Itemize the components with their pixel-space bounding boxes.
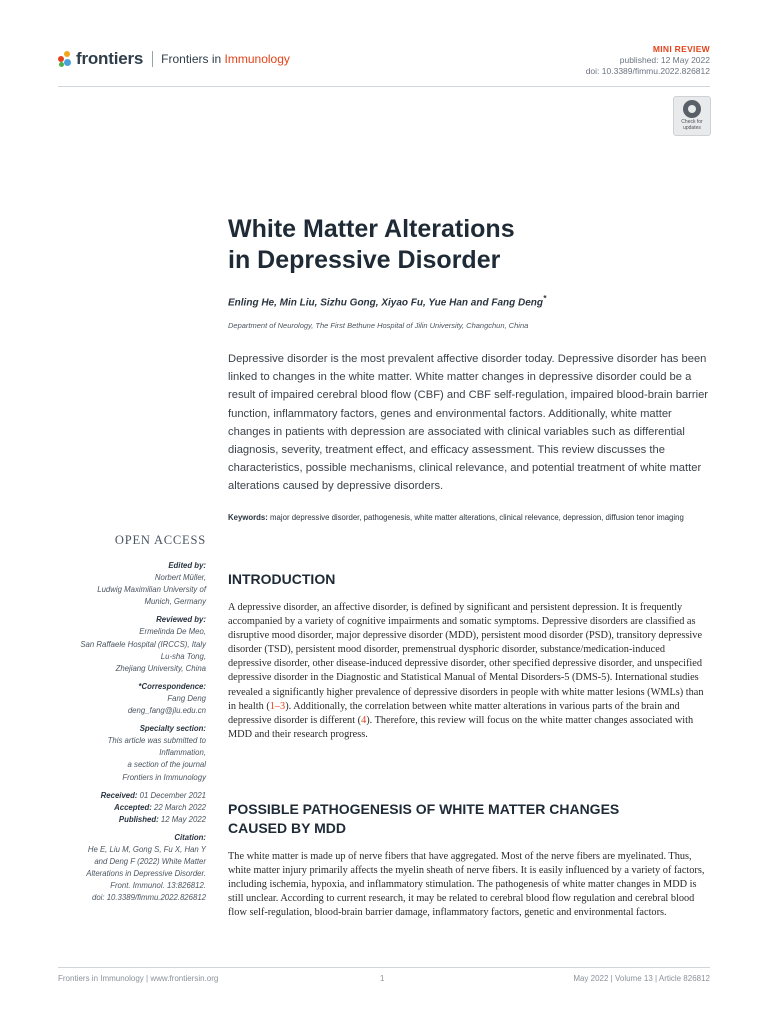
check-for-updates-badge[interactable] [673, 96, 711, 136]
citation-label: Citation: [174, 832, 206, 842]
journal-name [161, 52, 290, 66]
update-icon [683, 100, 701, 118]
footer-issue-info: May 2022 | Volume 13 | Article 826812 [573, 974, 710, 983]
accepted-date [41, 802, 206, 814]
reference-link[interactable]: 1–3 [269, 700, 286, 712]
section-heading-pathogenesis [228, 800, 688, 838]
article-type: MINI REVIEW [652, 44, 710, 54]
affiliation: Department of Neurology, The First Bethune Hospital of Jilin University, Changchun, China [228, 321, 529, 330]
received-date [41, 790, 206, 802]
open-access-label: OPEN ACCESS [114, 533, 206, 547]
editor-line: Munich, Germany [144, 597, 206, 607]
editor-line: Ludwig Maximilian University of [97, 585, 206, 595]
edited-by-label: Edited by: [168, 561, 206, 570]
citation-line: and Deng F (2022) White Matter [94, 857, 206, 867]
page-number: 1 [380, 974, 385, 983]
published-date: published: 12 May 2022 [619, 55, 710, 65]
reviewer-line: Ermelinda De Meo, [139, 627, 206, 637]
intro-text-c: ). Therefore, this review will focus on the white matter changes associated with MDD and their research progress. [228, 714, 694, 740]
reference-link[interactable]: 4 [361, 714, 367, 726]
keywords-label: Keywords: [228, 513, 268, 522]
specialty-line: Frontiers in Immunology [122, 772, 206, 782]
article-title [228, 214, 648, 276]
keywords [228, 511, 710, 525]
authors[interactable]: Enling He, Min Liu, Sizhu Gong, Xiyao Fu, Yue Han and Fang Deng [228, 297, 544, 309]
specialty-section-label: Specialty section: [139, 724, 206, 734]
reviewer-line: Zhejiang University, China [115, 663, 206, 673]
published-value: 12 May 2022 [160, 814, 206, 824]
journal-prefix: Frontiers in [161, 52, 225, 66]
logo-divider [152, 51, 153, 67]
specialty-line: This article was submitted to [107, 736, 206, 746]
author-list [228, 293, 708, 308]
specialty-line: a section of the journal [127, 760, 206, 770]
specialty-line: Inflammation, [159, 748, 206, 758]
article-info-sidebar [41, 560, 206, 904]
reviewed-by-label: Reviewed by: [156, 615, 206, 625]
footer-divider [58, 967, 710, 968]
heading-line-2: CAUSED BY MDD [228, 820, 346, 836]
correspondence-label: *Correspondence: [138, 681, 206, 691]
citation-line: Front. Immunol. 13:826812. [110, 881, 206, 891]
reviewer-line: San Raffaele Hospital (IRCCS), Italy [80, 639, 206, 649]
accepted-value: 22 March 2022 [153, 802, 206, 812]
title-line-2: in Depressive Disorder [228, 246, 501, 274]
frontiers-logo-icon [58, 51, 72, 67]
correspondence-email[interactable]: deng_fang@jlu.edu.cn [127, 706, 206, 716]
heading-line-1: POSSIBLE PATHOGENESIS OF WHITE MATTER CHANGES [228, 801, 620, 817]
brand-name: frontiers [76, 49, 144, 68]
doi-link[interactable]: doi: 10.3389/fimmu.2022.826812 [585, 66, 710, 76]
published-date-sidebar [41, 814, 206, 826]
publication-info [586, 44, 710, 77]
citation-line: He E, Liu M, Gong S, Fu X, Han Y [87, 844, 206, 854]
journal-subject: Immunology [224, 52, 290, 66]
abstract: Depressive disorder is the most prevalent affective disorder today. Depressive disorder has been linked to changes in the white matter. White matter changes in depressive disorder could be a result of impaired cerebral blood flow (CBF) and CBF self-regulation, impaired blood-brain barrier function, inflammatory factors, genes and environmental factors. Additionally, white matter changes in patients with depression are associated with clinical variables such as differential diagnosis, severity, treatment effect, and efficacy assessment. This review discusses the characteristics, possible mechanisms, clinical relevance, and potential treatment of white matter alterations caused by depressive disorders. [228, 353, 709, 493]
badge-label-2: updates [683, 125, 701, 131]
frontiers-logo[interactable] [58, 48, 290, 70]
reviewer-line: Lu-sha Tong, [160, 651, 206, 661]
received-label: Received: [100, 790, 138, 800]
citation-doi[interactable]: doi: 10.3389/fimmu.2022.826812 [91, 893, 206, 903]
keywords-list: major depressive disorder, pathogenesis, white matter alterations, clinical relevance, depression, diffusion tenor imaging [270, 513, 684, 522]
received-value: 01 December 2021 [139, 790, 206, 800]
editor-line: Norbert Müller, [154, 573, 206, 583]
correspondence-name: Fang Deng [167, 693, 206, 703]
intro-text-b: ). Additionally, the correlation between white matter alterations in various parts of the brain and depressive disorder is different ( [228, 700, 680, 726]
citation-line: Alterations in Depressive Disorder. [86, 869, 206, 879]
pathogenesis-paragraph: The white matter is made up of nerve fibers that have aggregated. Most of the nerve fibers are myelinated. Thus, white matter injury primarily affects the myelin sheath of nerve fibers. It is easily influenced by a variety of factors, including ischemia, hypoxia, and inflammatory stimulation. The pathogenesis of white matter changes in MDD is still unclear. According to current research, it may be related to cerebral blood flow regulation and cerebral blood flow self-regulation, blood-brain barrier damage, inflammatory factors, genetic and environmental factors. [228, 851, 705, 919]
corresponding-mark: * [543, 293, 547, 303]
title-line-1: White Matter Alterations [228, 215, 515, 243]
section-heading-introduction: INTRODUCTION [228, 571, 336, 587]
header-divider [58, 86, 710, 87]
introduction-paragraph [228, 601, 710, 742]
accepted-label: Accepted: [114, 802, 152, 812]
badge-label-1: Check for [681, 119, 703, 125]
footer-journal-link[interactable]: Frontiers in Immunology | www.frontiersin.org [58, 974, 219, 983]
intro-text-a: A depressive disorder, an affective disorder, is defined by significant and persistent depression. It is frequently accompanied by a variety of cognitive impairments and somatic symptoms. Depressive disorders are classified as disruptive mood disorder, major depressive disorder (MDD), persistent mood disorder (PSD), transitory depressive disorder (TSD), persistent mood disorder, premenstrual dysphoric disorder, substance/medication-induced depressive disorder, other disease-induced depressive disorder, other specified depressive disorder, and unspecified depressive disorder in the Diagnostic and Statistical Manual of Mental Disorders-5 (DMS-5). International studies revealed a significantly higher prevalence of depressive disorders in people with white matter lesions (WMLs) than in health ( [228, 602, 704, 712]
published-label: Published: [118, 814, 159, 824]
